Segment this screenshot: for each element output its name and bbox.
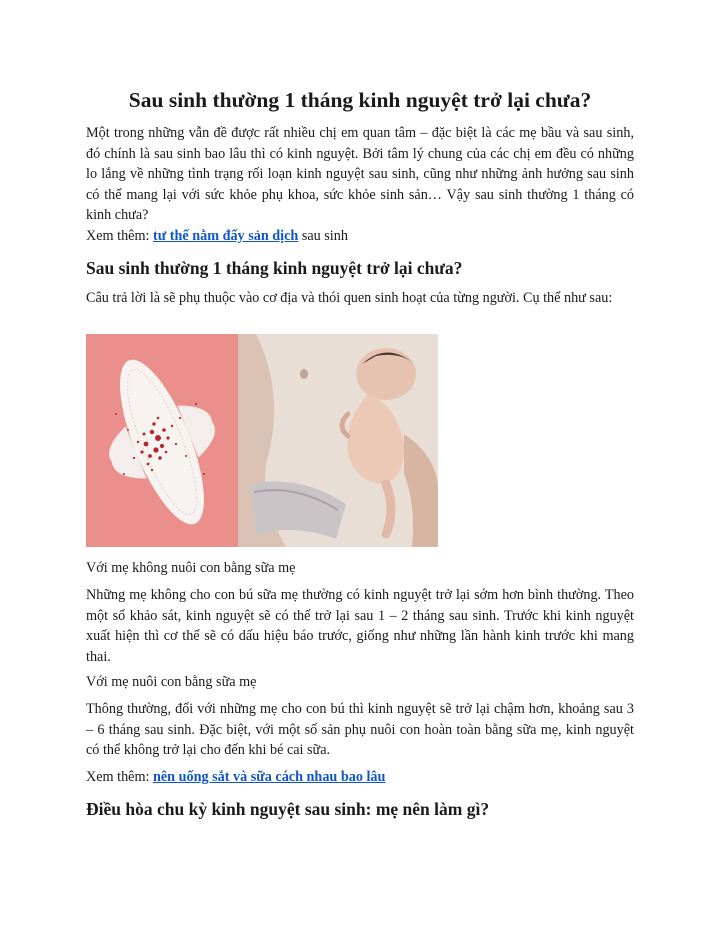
see-also-1 [86,226,634,247]
see-also-1-suffix: sau sinh [298,228,348,244]
subheading-breastfeed: Với mẹ nuôi con bằng sữa mẹ [86,674,257,690]
section-heading-1: Sau sinh thường 1 tháng kinh nguyệt trở lại chưa? [86,258,463,278]
answer-paragraph: Câu trả lời là sẽ phụ thuộc vào cơ địa và thói quen sinh hoạt của từng người. Cụ thể như sau: [86,290,613,306]
page-title: Sau sinh thường 1 tháng kinh nguyệt trở lại chưa? [128,88,592,112]
paragraph-no-breastfeed: Những mẹ không cho con bú sữa mẹ thường có kinh nguyệt trở lại sớm hơn bình thường. Theo một số khảo sát, kinh nguyệt sẽ có thể trở lại sau 1 – 2 tháng sau sinh. Trước khi kinh nguyệt xuất hiện thì cơ thể sẽ có dấu hiệu báo trước, giống như những lần hành kinh trước khi mang thai. [86,587,634,665]
section-heading-2: Điều hòa chu kỳ kinh nguyệt sau sinh: mẹ nên làm gì? [86,799,490,819]
link-sleeping-position[interactable]: tư thế nằm đẩy sản dịch [152,228,299,244]
intro-paragraph: Một trong những vẫn đề được rất nhiều chị em quan tâm – đặc biệt là các mẹ bầu và sau sinh, đó chính là sau sinh bao lâu thì có kinh nguyệt. Bởi tâm lý chung của các chị em đều có những lo lắng về những tình trạng rối loạn kinh nguyệt sau sinh, cũng như những ảnh hưởng sau sinh có thể mang lại với sức khỏe phụ khoa, sức khỏe sinh sản… Vậy sau sinh thường 1 tháng có kinh chưa? [86,125,634,223]
subheading-no-breastfeed: Với mẹ không nuôi con bằng sữa mẹ [86,560,296,576]
baby-head [356,348,416,400]
paragraph-breastfeed: Thông thường, đối với những mẹ cho con bú thì kinh nguyệt sẽ trở lại chậm hơn, khoảng sau 3 – 6 tháng sau sinh. Đặc biệt, với một số sản phụ nuôi con hoàn toàn bằng sữa mẹ, kinh nguyệt có thể không trở lại cho đến khi bé cai sữa. [86,701,634,758]
see-also-1-prefix: Xem thêm: [86,228,153,244]
navel [300,369,308,379]
see-also-2 [86,767,634,788]
link-iron-milk-timing[interactable]: nên uống sắt và sữa cách nhau bao lâu [152,769,386,785]
see-also-2-prefix: Xem thêm: [86,769,153,785]
illustration-image [86,334,438,547]
